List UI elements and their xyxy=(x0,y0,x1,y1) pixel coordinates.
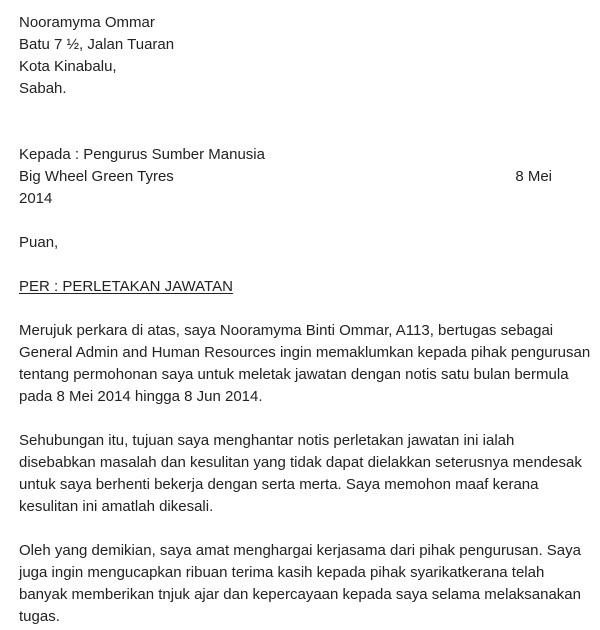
sender-address-line-2: Kota Kinabalu, xyxy=(19,58,117,75)
spacer xyxy=(19,408,600,430)
body-paragraph-2 xyxy=(19,430,600,518)
sender-address-line-3: Sabah. xyxy=(19,80,67,97)
paragraph-line: tentang permohonan saya untuk meletak jawatan dengan notis satu bulan bermula xyxy=(19,366,569,383)
spacer xyxy=(19,210,600,232)
paragraph-line: Sehubungan itu, tujuan saya menghantar notis perletakan jawatan ini ialah xyxy=(19,432,515,449)
letter-date: 8 Mei xyxy=(515,168,552,185)
paragraph-line: juga ingin mengucapkan ribuan terima kasih kepada pihak syarikatkerana telah xyxy=(19,564,545,581)
spacer xyxy=(19,100,600,144)
body-paragraph-3 xyxy=(19,540,600,628)
paragraph-line: Merujuk perkara di atas, saya Nooramyma Binti Ommar, A113, bertugas sebagai xyxy=(19,322,554,339)
recipient-block xyxy=(19,144,600,210)
body-paragraph-1 xyxy=(19,320,600,408)
company-date-row xyxy=(19,166,552,188)
sender-name: Nooramyma Ommar xyxy=(19,14,155,31)
spacer xyxy=(19,298,600,320)
letter-date-year: 2014 xyxy=(19,190,53,207)
paragraph-line: banyak memberikan tnjuk ajar dan kepercayaan kepada saya selama melaksanakan xyxy=(19,586,581,603)
recipient-company: Big Wheel Green Tyres xyxy=(19,168,174,185)
paragraph-line: pada 8 Mei 2014 hingga 8 Jun 2014. xyxy=(19,388,263,405)
spacer xyxy=(19,518,600,540)
sender-address-line-1: Batu 7 ½, Jalan Tuaran xyxy=(19,36,175,53)
paragraph-line: kesulitan ini amatlah dikesali. xyxy=(19,498,214,515)
paragraph-line: tugas. xyxy=(19,608,60,625)
paragraph-line: Oleh yang demikian, saya amat menghargai kerjasama dari pihak pengurusan. Saya xyxy=(19,542,581,559)
paragraph-line: General Admin and Human Resources ingin memaklumkan kepada pihak pengurusan xyxy=(19,344,591,361)
salutation: Puan, xyxy=(19,234,59,251)
paragraph-line: untuk saya berhenti bekerja dengan serta merta. Saya memohon maaf kerana xyxy=(19,476,539,493)
spacer xyxy=(19,254,600,276)
paragraph-line: disebabkan masalah dan kesulitan yang tidak dapat dielakkan seterusnya mendesak xyxy=(19,454,582,471)
subject-line: PER : PERLETAKAN JAWATAN xyxy=(19,278,233,295)
sender-block xyxy=(19,12,600,100)
recipient-line: Kepada : Pengurus Sumber Manusia xyxy=(19,146,265,163)
